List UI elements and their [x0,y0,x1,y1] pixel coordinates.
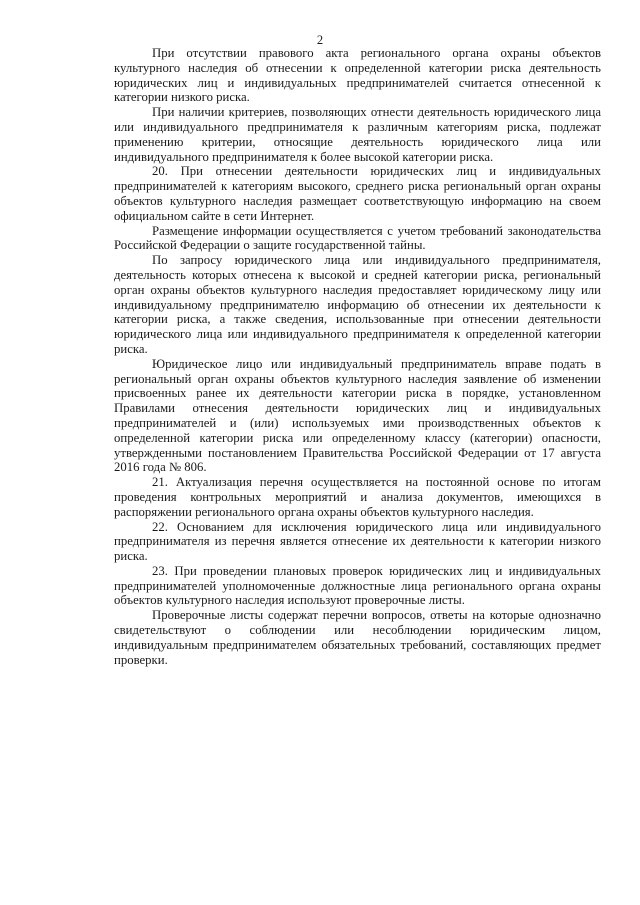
paragraph: Проверочные листы содержат перечни вопросов, ответы на которые однозначно свидетельствуют о соблюдении или несоблюдении юридическим лицом, индивидуальным предпринимателем обязательных требований, составляющих предмет проверки. [114,608,601,667]
paragraph: При наличии критериев, позволяющих отнести деятельность юридического лица или индивидуального предпринимателя к различным категориям риска, подлежат применению критерии, относящие деятельность юридического лица или индивидуального предпринимателя к более высокой категории риска. [114,105,601,164]
paragraph: 20. При отнесении деятельности юридических лиц и индивидуальных предпринимателей к категориям высокого, среднего риска региональный орган охраны объектов культурного наследия размещает соответствующую информацию на своем официальном сайте в сети Интернет. [114,164,601,223]
document-body [114,46,601,667]
paragraph: При отсутствии правового акта регионального органа охраны объектов культурного наследия об отнесении к определенной категории риска деятельность юридических лиц и индивидуальных предпринимателей считается отнесенной к категории низкого риска. [114,46,601,105]
paragraph: По запросу юридического лица или индивидуального предпринимателя, деятельность которых отнесена к высокой и средней категории риска, региональный орган охраны объектов культурного наследия предоставляет юридическому лицу или индивидуальному предпринимателю информацию об отнесении их деятельности к категории риска, а также сведения, использованные при отнесении деятельности юридического лица или индивидуального предпринимателя к определенной категории риска. [114,253,601,356]
paragraph: Размещение информации осуществляется с учетом требований законодательства Российской Федерации о защите государственной тайны. [114,223,601,253]
paragraph: Юридическое лицо или индивидуальный предприниматель вправе подать в региональный орган охраны объектов культурного наследия заявление об изменении присвоенных ранее их деятельности категории риска в порядке, установленном Правилами отнесения деятельности юридических лиц и индивидуальных предпринимателей и (или) используемых ими производственных объектов к определенной категории риска или определенному классу (категории) опасности, утвержденными постановлением Правительства Российской Федерации от 17 августа 2016 года № 806. [114,356,601,475]
page-number: 2 [316,33,324,47]
paragraph: 22. Основанием для исключения юридического лица или индивидуального предпринимателя из перечня является отнесение их деятельности к категории низкого риска. [114,519,601,564]
paragraph: 23. При проведении плановых проверок юридических лиц и индивидуальных предпринимателей уполномоченные должностные лица регионального органа охраны объектов культурного наследия используют проверочные листы. [114,563,601,608]
paragraph: 21. Актуализация перечня осуществляется на постоянной основе по итогам проведения контрольных мероприятий и анализа документов, имеющихся в распоряжении регионального органа охраны объектов культурного наследия. [114,475,601,519]
